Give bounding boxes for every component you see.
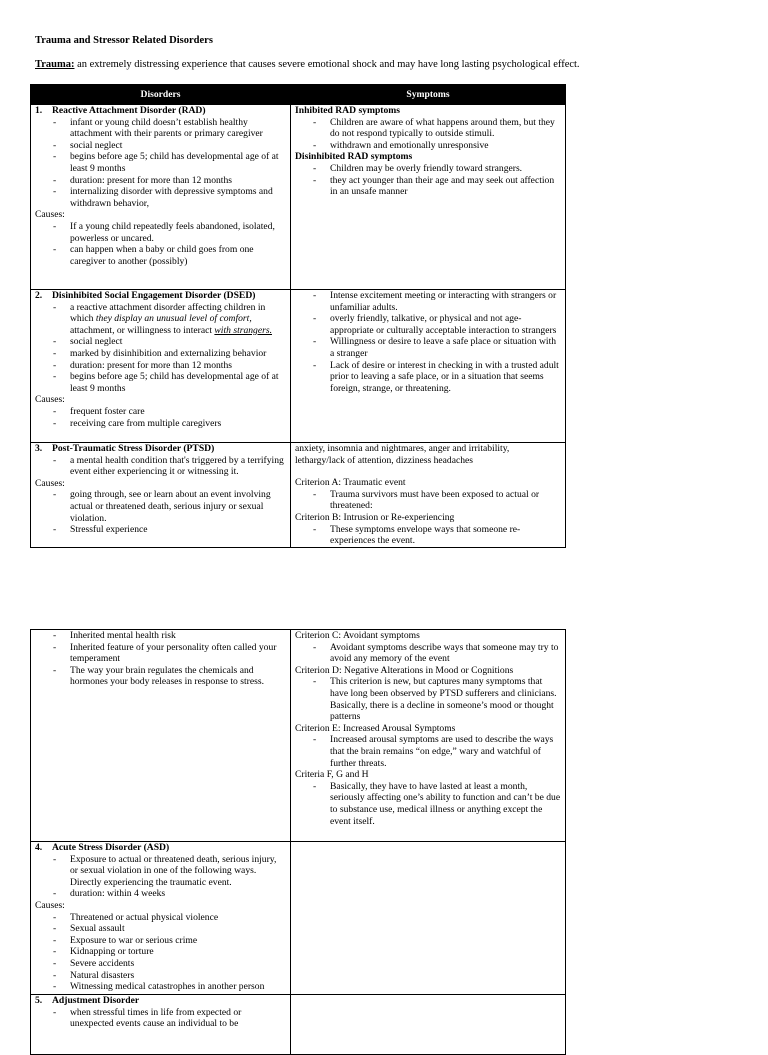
disorder-cell-ptsd xyxy=(31,443,291,548)
symptom-list xyxy=(295,676,561,722)
criterion-c: Criterion C: Avoidant symptoms xyxy=(295,630,420,641)
list-item: - Inherited mental health risk xyxy=(35,630,286,642)
list-item: - Severe accidents xyxy=(35,958,286,970)
list-item: - Witnessing medical catastrophes in another person xyxy=(35,981,286,993)
disorder-title xyxy=(35,443,286,455)
trauma-definition-text: an extremely distressing experience that causes severe emotional shock and may have long lasting psychological effect. xyxy=(74,59,580,70)
disorder-items xyxy=(35,455,286,478)
disorder-cell-adjustment xyxy=(31,995,291,1055)
disorder-name: Adjustment Disorder xyxy=(52,995,140,1006)
list-item: - Sexual assault xyxy=(35,923,286,935)
symptom-list xyxy=(295,290,561,394)
disorder-name: Disinhibited Social Engagement Disorder (DSED) xyxy=(52,290,256,301)
criterion-e: Criterion E: Increased Arousal Symptoms xyxy=(295,722,456,734)
disorder-cell-asd xyxy=(31,842,291,995)
disorder-title xyxy=(35,995,286,1007)
causes-list xyxy=(35,489,286,535)
list-item: - receiving care from multiple caregivers xyxy=(35,418,286,430)
list-item: - frequent foster care xyxy=(35,406,286,418)
symptom-list xyxy=(295,781,561,827)
list-item: - Children are aware of what happens around them, but they do not respond typically to outside stimuli. xyxy=(295,117,561,140)
symptom-subtitle: Inhibited RAD symptoms xyxy=(295,105,401,116)
causes-label: Causes: xyxy=(35,209,65,221)
criterion-a: Criterion A: Traumatic event xyxy=(295,477,406,489)
symptom-cell-rad xyxy=(291,105,566,290)
list-item: - can happen when a baby or child goes from one caregiver to another (possibly) xyxy=(35,244,286,267)
list-item: - internalizing disorder with depressive symptoms and withdrawn behavior, xyxy=(35,186,286,209)
symptom-cell-asd xyxy=(291,842,566,995)
table-row xyxy=(31,630,566,842)
causes-label: Causes: xyxy=(35,477,65,489)
disorder-number: 2. xyxy=(35,290,43,301)
disorder-cell-rad xyxy=(31,105,291,290)
symptom-intro: anxiety, insomnia and nightmares, anger and irritability, lethargy/lack of attention, dizziness headaches xyxy=(295,443,510,466)
list-item: - social neglect xyxy=(35,336,286,348)
symptom-list xyxy=(295,642,561,665)
symptom-subtitle: Disinhibited RAD symptoms xyxy=(295,151,413,163)
page-title: Trauma and Stressor Related Disorders xyxy=(35,35,213,46)
list-item: - Exposure to actual or threatened death, serious injury, or sexual violation in one of the following ways. Directly experiencing the traumatic event. xyxy=(35,854,286,889)
list-item: - Children may be overly friendly toward strangers. xyxy=(295,163,561,175)
disorder-title xyxy=(35,290,286,302)
symptom-cell-ptsd xyxy=(291,443,566,548)
disorder-items xyxy=(35,117,286,210)
causes-list xyxy=(35,406,286,429)
list-item: - Basically, they have to have lasted at least a month, seriously affecting one’s ability to function and can’t be due to substance use, medical illness or anything except the event itself. xyxy=(295,781,561,827)
disorder-items xyxy=(35,854,286,900)
criterion-fgh: Criteria F, G and H xyxy=(295,769,369,781)
table-row xyxy=(31,995,566,1055)
disorders-table-continued xyxy=(30,629,566,1055)
symptom-list xyxy=(295,163,561,198)
disorder-name: Reactive Attachment Disorder (RAD) xyxy=(52,105,206,116)
header-symptoms: Symptoms xyxy=(291,85,566,105)
list-item: - duration: present for more than 12 months xyxy=(35,175,286,187)
list-item: - when stressful times in life from expected or unexpected events cause an individual to be xyxy=(35,1007,286,1030)
symptom-list xyxy=(295,734,561,769)
list-item: - Stressful experience xyxy=(35,524,286,536)
header-disorders: Disorders xyxy=(31,85,291,105)
list-item: - marked by disinhibition and externalizing behavior xyxy=(35,348,286,360)
list-item: - This criterion is new, but captures many symptoms that have long been observed by PTSD sufferers and clinicians. Basically, there is a decline in someone’s mood or thought patterns xyxy=(295,676,561,722)
list-item: - Exposure to war or serious crime xyxy=(35,935,286,947)
list-item: - a reactive attachment disorder affecting children in which they display an unusual level of comfort, attachment, or willingness to interact with strangers. xyxy=(35,302,286,337)
table-row xyxy=(31,842,566,995)
symptom-cell-dsed xyxy=(291,290,566,443)
causes-label: Causes: xyxy=(35,899,65,911)
criterion-d: Criterion D: Negative Alterations in Mood or Cognitions xyxy=(295,664,514,676)
symptom-cell-ptsd-cont xyxy=(291,630,566,842)
list-item: - The way your brain regulates the chemicals and hormones your body releases in response to stress. xyxy=(35,665,286,688)
list-item: - withdrawn and emotionally unresponsive xyxy=(295,140,561,152)
list-item: - infant or young child doesn’t establish healthy attachment with their parents or primary caregiver xyxy=(35,117,286,140)
list-item: - These symptoms envelope ways that someone re-experiences the event. xyxy=(295,524,561,547)
list-item: - Willingness or desire to leave a safe place or situation with a stranger xyxy=(295,336,561,359)
list-item: - duration: within 4 weeks xyxy=(35,888,286,900)
list-item: - Increased arousal symptoms are used to describe the ways that the brain remains “on edge,” wary and watchful of further threats. xyxy=(295,734,561,769)
list-item: - Threatened or actual physical violence xyxy=(35,912,286,924)
disorder-number: 3. xyxy=(35,443,43,454)
list-item: - Kidnapping or torture xyxy=(35,946,286,958)
disorders-table xyxy=(30,84,566,548)
criterion-b: Criterion B: Intrusion or Re-experiencing xyxy=(295,511,455,523)
list-item: - Avoidant symptoms describe ways that someone may try to avoid any memory of the event xyxy=(295,642,561,665)
list-item: - Natural disasters xyxy=(35,970,286,982)
disorder-title xyxy=(35,842,286,854)
list-item: - overly friendly, talkative, or physical and not age-appropriate or culturally acceptable interaction to strangers xyxy=(295,313,561,336)
trauma-definition xyxy=(35,59,580,71)
list-item: - Trauma survivors must have been exposed to actual or threatened: xyxy=(295,489,561,512)
list-item: - going through, see or learn about an event involving actual or threatened death, serious injury or sexual violation. xyxy=(35,489,286,524)
disorder-number: 5. xyxy=(35,995,43,1006)
disorder-number: 4. xyxy=(35,842,43,853)
list-item: - begins before age 5; child has developmental age of at least 9 months xyxy=(35,151,286,174)
disorder-cell-ptsd-cont xyxy=(31,630,291,842)
causes-label: Causes: xyxy=(35,394,65,406)
list-item: - begins before age 5; child has developmental age of at least 9 months xyxy=(35,371,286,394)
symptom-list xyxy=(295,524,561,547)
disorder-number: 1. xyxy=(35,105,43,116)
list-item: - duration: present for more than 12 months xyxy=(35,360,286,372)
list-item: - social neglect xyxy=(35,140,286,152)
disorder-cell-dsed xyxy=(31,290,291,443)
symptom-list xyxy=(295,489,561,512)
disorder-name: Acute Stress Disorder (ASD) xyxy=(52,842,170,853)
symptom-cell-adjustment xyxy=(291,995,566,1055)
table-row xyxy=(31,290,566,443)
trauma-term: Trauma: xyxy=(35,59,75,70)
list-item: - Intense excitement meeting or interacting with strangers or unfamiliar adults. xyxy=(295,290,561,313)
list-item: - a mental health condition that's triggered by a terrifying event either experiencing it or witnessing it. xyxy=(35,455,286,478)
table-row xyxy=(31,105,566,290)
symptom-list xyxy=(295,117,561,152)
causes-list xyxy=(35,630,286,688)
list-item: - If a young child repeatedly feels abandoned, isolated, powerless or uncared. xyxy=(35,221,286,244)
disorder-name: Post-Traumatic Stress Disorder (PTSD) xyxy=(52,443,215,454)
disorder-title xyxy=(35,105,286,117)
disorder-items xyxy=(35,302,286,395)
disorder-items xyxy=(35,1007,286,1030)
list-item: - Lack of desire or interest in checking in with a trusted adult prior to leaving a safe place, or in a situation that seems foreign, strange, or threatening. xyxy=(295,360,561,395)
causes-list xyxy=(35,912,286,993)
table-row xyxy=(31,443,566,548)
list-item: - Inherited feature of your personality often called your temperament xyxy=(35,642,286,665)
list-item: - they act younger than their age and may seek out affection in an unsafe manner xyxy=(295,175,561,198)
causes-list xyxy=(35,221,286,267)
